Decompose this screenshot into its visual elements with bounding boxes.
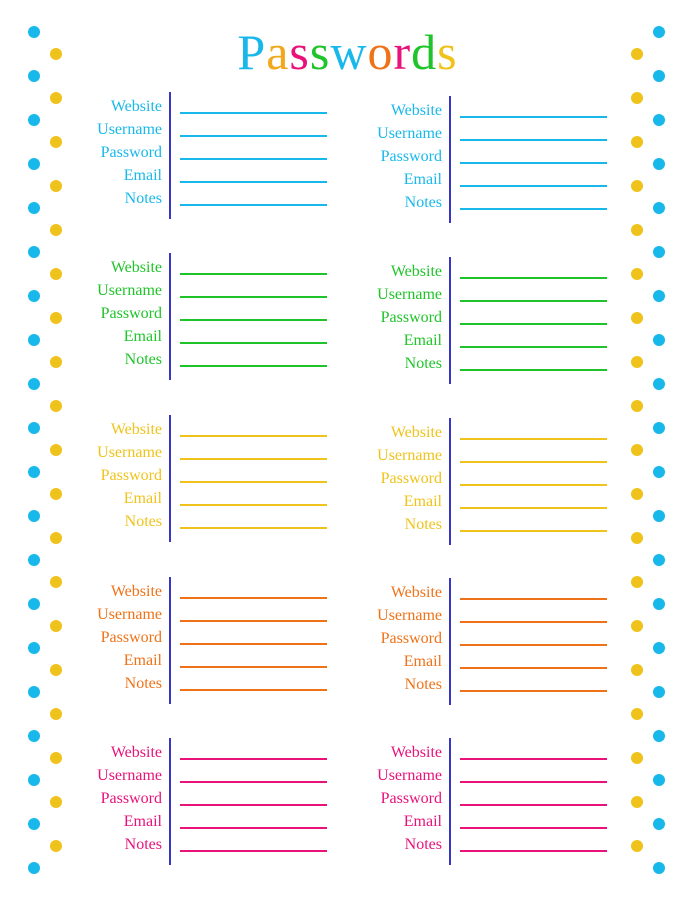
page-title [0, 22, 695, 82]
field-line-password[interactable] [460, 484, 607, 486]
decorative-dot [50, 444, 62, 456]
field-line-password[interactable] [460, 162, 607, 164]
password-entry-block [87, 738, 367, 866]
decorative-dot [28, 774, 40, 786]
vertical-divider [169, 92, 171, 219]
field-label-username: Username [377, 125, 442, 142]
field-label-notes: Notes [124, 675, 162, 692]
field-line-password[interactable] [460, 804, 607, 806]
field-line-website[interactable] [180, 758, 327, 760]
vertical-divider [169, 577, 171, 704]
field-label-email: Email [403, 653, 442, 670]
field-label-notes: Notes [124, 836, 162, 853]
decorative-dot [28, 334, 40, 346]
vertical-divider [449, 96, 451, 223]
field-label-email: Email [123, 167, 162, 184]
field-label-password: Password [100, 467, 162, 484]
title-letter: s [289, 24, 310, 80]
password-entry-block [367, 257, 647, 385]
decorative-dot [653, 466, 665, 478]
field-label-website: Website [390, 102, 442, 119]
decorative-dot [653, 686, 665, 698]
field-label-username: Username [377, 447, 442, 464]
password-entry-block [367, 578, 647, 706]
decorative-dot [653, 202, 665, 214]
field-label-email: Email [123, 652, 162, 669]
field-label-email: Email [123, 490, 162, 507]
password-entry-block [87, 415, 367, 543]
field-line-notes[interactable] [180, 850, 327, 852]
decorative-dot [28, 290, 40, 302]
field-line-email[interactable] [180, 666, 327, 668]
password-entry-block [87, 577, 367, 705]
field-line-email[interactable] [460, 827, 607, 829]
field-line-password[interactable] [180, 643, 327, 645]
password-entry-block [87, 92, 367, 220]
field-line-website[interactable] [460, 438, 607, 440]
decorative-dot [50, 796, 62, 808]
decorative-dot [28, 730, 40, 742]
field-line-notes[interactable] [460, 369, 607, 371]
decorative-dot [28, 114, 40, 126]
field-line-website[interactable] [460, 116, 607, 118]
field-label-username: Username [97, 282, 162, 299]
decorative-dot [28, 686, 40, 698]
field-line-website[interactable] [180, 597, 327, 599]
field-label-username: Username [377, 767, 442, 784]
field-label-username: Username [97, 767, 162, 784]
decorative-dot [50, 752, 62, 764]
title-letter: w [330, 24, 368, 80]
field-line-password[interactable] [180, 804, 327, 806]
decorative-dot [653, 290, 665, 302]
decorative-dot [28, 158, 40, 170]
decorative-dot [28, 862, 40, 874]
decorative-dot [28, 202, 40, 214]
field-label-password: Password [380, 309, 442, 326]
title-letter: a [266, 24, 290, 80]
field-label-username: Username [377, 607, 442, 624]
field-line-password[interactable] [180, 158, 327, 160]
decorative-dot [28, 246, 40, 258]
field-line-website[interactable] [460, 277, 607, 279]
field-label-password: Password [380, 790, 442, 807]
field-label-password: Password [380, 630, 442, 647]
decorative-dot [653, 818, 665, 830]
field-line-username[interactable] [180, 620, 327, 622]
decorative-dot [631, 708, 643, 720]
vertical-divider [169, 253, 171, 380]
password-entry-block [367, 96, 647, 224]
field-label-email: Email [123, 813, 162, 830]
field-label-username: Username [377, 286, 442, 303]
decorative-dot [50, 532, 62, 544]
field-line-notes[interactable] [180, 527, 327, 529]
decorative-dot [28, 466, 40, 478]
field-label-notes: Notes [124, 513, 162, 530]
decorative-dot [653, 378, 665, 390]
field-label-email: Email [403, 493, 442, 510]
password-entry-block [87, 253, 367, 381]
field-line-website[interactable] [180, 435, 327, 437]
field-line-email[interactable] [460, 667, 607, 669]
field-line-username[interactable] [180, 296, 327, 298]
decorative-dot [653, 774, 665, 786]
field-line-username[interactable] [180, 781, 327, 783]
field-line-email[interactable] [180, 181, 327, 183]
decorative-dot [50, 620, 62, 632]
field-line-email[interactable] [460, 507, 607, 509]
field-label-website: Website [390, 744, 442, 761]
decorative-dot [28, 378, 40, 390]
decorative-dot [50, 312, 62, 324]
decorative-dot [653, 730, 665, 742]
field-label-username: Username [97, 606, 162, 623]
field-label-password: Password [100, 144, 162, 161]
vertical-divider [449, 738, 451, 865]
field-label-password: Password [100, 790, 162, 807]
field-label-website: Website [110, 98, 162, 115]
decorative-dot [50, 576, 62, 588]
field-label-website: Website [110, 744, 162, 761]
field-label-email: Email [403, 171, 442, 188]
field-line-email[interactable] [460, 185, 607, 187]
field-line-password[interactable] [460, 323, 607, 325]
decorative-dot [653, 158, 665, 170]
field-line-notes[interactable] [460, 208, 607, 210]
decorative-dot [653, 598, 665, 610]
field-line-notes[interactable] [180, 365, 327, 367]
field-label-website: Website [110, 421, 162, 438]
field-label-password: Password [380, 470, 442, 487]
decorative-dot [50, 488, 62, 500]
decorative-dot [28, 642, 40, 654]
field-line-website[interactable] [460, 598, 607, 600]
field-label-website: Website [110, 583, 162, 600]
decorative-dot [28, 422, 40, 434]
title-letter: o [367, 24, 394, 80]
decorative-dot [50, 224, 62, 236]
field-label-notes: Notes [124, 351, 162, 368]
field-line-username[interactable] [460, 139, 607, 141]
field-line-username[interactable] [180, 135, 327, 137]
field-label-notes: Notes [404, 355, 442, 372]
field-line-website[interactable] [180, 112, 327, 114]
decorative-dot [653, 246, 665, 258]
field-line-notes[interactable] [460, 690, 607, 692]
field-label-password: Password [380, 148, 442, 165]
decorative-dot [631, 400, 643, 412]
decorative-dot [50, 664, 62, 676]
decorative-dot [28, 598, 40, 610]
title-letter: r [393, 24, 412, 80]
decorative-dot [631, 224, 643, 236]
decorative-dot [653, 422, 665, 434]
decorative-dot [653, 510, 665, 522]
title-letter: s [437, 24, 458, 80]
decorative-dot [28, 818, 40, 830]
password-entry-block [367, 738, 647, 866]
field-line-password[interactable] [180, 481, 327, 483]
decorative-dot [653, 114, 665, 126]
field-label-password: Password [100, 305, 162, 322]
field-line-notes[interactable] [180, 689, 327, 691]
field-line-email[interactable] [180, 827, 327, 829]
decorative-dot [50, 840, 62, 852]
field-label-password: Password [100, 629, 162, 646]
decorative-dot [50, 268, 62, 280]
field-line-username[interactable] [460, 300, 607, 302]
password-entry-block [367, 418, 647, 546]
field-label-website: Website [390, 424, 442, 441]
field-line-password[interactable] [180, 319, 327, 321]
decorative-dot [50, 400, 62, 412]
decorative-dot [653, 642, 665, 654]
field-line-email[interactable] [460, 346, 607, 348]
field-label-notes: Notes [404, 516, 442, 533]
field-line-username[interactable] [180, 458, 327, 460]
field-line-username[interactable] [460, 781, 607, 783]
field-label-website: Website [390, 263, 442, 280]
field-label-email: Email [123, 328, 162, 345]
field-line-username[interactable] [460, 621, 607, 623]
decorative-dot [50, 136, 62, 148]
vertical-divider [169, 738, 171, 865]
field-line-notes[interactable] [460, 850, 607, 852]
vertical-divider [449, 257, 451, 384]
vertical-divider [449, 578, 451, 705]
decorative-dot [28, 510, 40, 522]
field-label-website: Website [390, 584, 442, 601]
field-label-username: Username [97, 444, 162, 461]
field-label-website: Website [110, 259, 162, 276]
field-label-email: Email [403, 332, 442, 349]
vertical-divider [449, 418, 451, 545]
field-line-notes[interactable] [180, 204, 327, 206]
field-label-notes: Notes [124, 190, 162, 207]
decorative-dot [50, 708, 62, 720]
decorative-dot [28, 554, 40, 566]
decorative-dot [653, 862, 665, 874]
field-line-website[interactable] [460, 758, 607, 760]
field-label-notes: Notes [404, 194, 442, 211]
field-line-email[interactable] [180, 504, 327, 506]
decorative-dot [653, 554, 665, 566]
title-letter: s [309, 24, 331, 80]
field-label-email: Email [403, 813, 442, 830]
field-line-password[interactable] [460, 644, 607, 646]
field-line-website[interactable] [180, 273, 327, 275]
field-line-notes[interactable] [460, 530, 607, 532]
field-line-email[interactable] [180, 342, 327, 344]
title-letter: d [411, 24, 438, 80]
field-line-username[interactable] [460, 461, 607, 463]
field-label-username: Username [97, 121, 162, 138]
decorative-dot [50, 356, 62, 368]
decorative-dot [50, 180, 62, 192]
decorative-dot [50, 92, 62, 104]
field-label-notes: Notes [404, 676, 442, 693]
vertical-divider [169, 415, 171, 542]
field-label-notes: Notes [404, 836, 442, 853]
title-letter: P [237, 24, 267, 80]
decorative-dot [653, 334, 665, 346]
